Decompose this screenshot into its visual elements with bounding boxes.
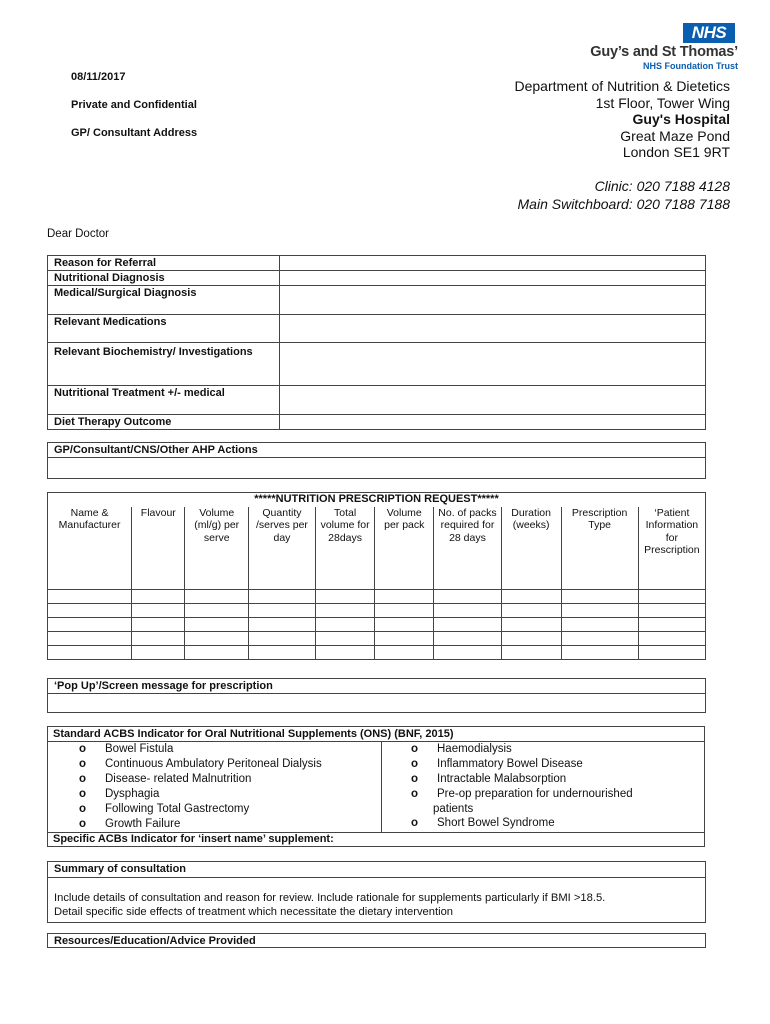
popup-title: ‘Pop Up’/Screen message for prescription xyxy=(54,680,273,692)
trust-name: Guy’s and St Thomas’ xyxy=(590,44,738,60)
referral-value[interactable] xyxy=(280,415,706,430)
contact-numbers xyxy=(518,177,730,213)
referral-label: Relevant Medications xyxy=(48,315,280,343)
resources-section xyxy=(47,933,706,948)
table-row xyxy=(48,618,706,632)
referral-label: Relevant Biochemistry/ Investigations xyxy=(48,343,280,386)
column-header: Flavour xyxy=(132,507,185,590)
address-line: Guy's Hospital xyxy=(632,111,730,128)
column-header: Quantity /serves per day xyxy=(249,507,316,590)
acbs-footer: Specific ACBs Indicator for ‘insert name’ supplement: xyxy=(53,833,334,845)
department-address xyxy=(514,78,730,161)
acbs-title: Standard ACBS Indicator for Oral Nutritional Supplements (ONS) (BNF, 2015) xyxy=(53,728,454,740)
clinic-phone: Clinic: 020 7188 4128 xyxy=(594,178,730,194)
nhs-logo: NHS xyxy=(683,23,735,43)
address-line: 1st Floor, Tower Wing xyxy=(595,94,730,111)
table-row xyxy=(48,632,706,646)
summary-title: Summary of consultation xyxy=(54,863,187,875)
address-line: London SE1 9RT xyxy=(622,144,730,161)
actions-title: GP/Consultant/CNS/Other AHP Actions xyxy=(54,444,258,456)
actions-section xyxy=(47,442,706,479)
divider xyxy=(381,741,382,832)
address-placeholder: GP/ Consultant Address xyxy=(71,127,198,139)
table-row xyxy=(48,646,706,660)
referral-label: Reason for Referral xyxy=(48,256,280,271)
divider xyxy=(48,457,705,458)
referral-value[interactable] xyxy=(280,343,706,386)
summary-text[interactable]: Include details of consultation and reason for review. Include rationale for supplements particularly if BMI >18.5. Detail specific side effects of treatment which necessitate the dietary intervention xyxy=(54,892,606,918)
column-header: Name & Manufacturer xyxy=(48,507,132,590)
acbs-section: Standard ACBS Indicator for Oral Nutritional Supplements (ONS) (BNF, 2015) o Bowel Fistula o Continuous Ambulatory Peritoneal Dialysis o Disease- related Malnutrition o Dysphagia o Following Total Gastrectomy o Growth Failure o Haemodialysis o Inflammatory Bowel Disease o Intractable Malabsorption o Pre-op preparation for undernourished patients o Short Bowel Syndrome Specific ACBs Indicator for ‘insert name’ supplement: xyxy=(47,726,705,847)
address-line: Department of Nutrition & Dietetics xyxy=(514,78,730,94)
referral-label: Nutritional Treatment +/- medical xyxy=(48,386,280,415)
referral-value[interactable] xyxy=(280,286,706,315)
column-header: ‘Patient Information for Prescription xyxy=(638,507,705,590)
column-header: Volume per pack xyxy=(375,507,434,590)
salutation: Dear Doctor xyxy=(47,228,109,240)
divider xyxy=(48,877,705,878)
referral-label: Diet Therapy Outcome xyxy=(48,415,280,430)
column-header: Duration (weeks) xyxy=(501,507,561,590)
column-header: Total volume for 28days xyxy=(315,507,374,590)
referral-label: Nutritional Diagnosis xyxy=(48,271,280,286)
prescription-title: *****NUTRITION PRESCRIPTION REQUEST***** xyxy=(48,493,706,507)
summary-section xyxy=(47,861,706,923)
referral-table xyxy=(47,255,706,430)
table-row xyxy=(48,590,706,604)
trust-subtitle: NHS Foundation Trust xyxy=(643,61,738,71)
popup-section xyxy=(47,678,706,713)
referral-label: Medical/Surgical Diagnosis xyxy=(48,286,280,315)
column-header: Prescription Type xyxy=(561,507,638,590)
table-row xyxy=(48,604,706,618)
switchboard-phone: Main Switchboard: 020 7188 7188 xyxy=(517,196,730,212)
divider xyxy=(48,693,705,694)
referral-value[interactable] xyxy=(280,271,706,286)
resources-title: Resources/Education/Advice Provided xyxy=(54,935,256,947)
address-line: Great Maze Pond xyxy=(620,127,730,144)
confidential-label: Private and Confidential xyxy=(71,99,197,111)
column-header: No. of packs required for 28 days xyxy=(434,507,502,590)
referral-value[interactable] xyxy=(280,256,706,271)
referral-value[interactable] xyxy=(280,315,706,343)
column-header: Volume (ml/g) per serve xyxy=(185,507,249,590)
referral-value[interactable] xyxy=(280,386,706,415)
prescription-table xyxy=(47,492,706,660)
letter-date: 08/11/2017 xyxy=(71,71,126,83)
